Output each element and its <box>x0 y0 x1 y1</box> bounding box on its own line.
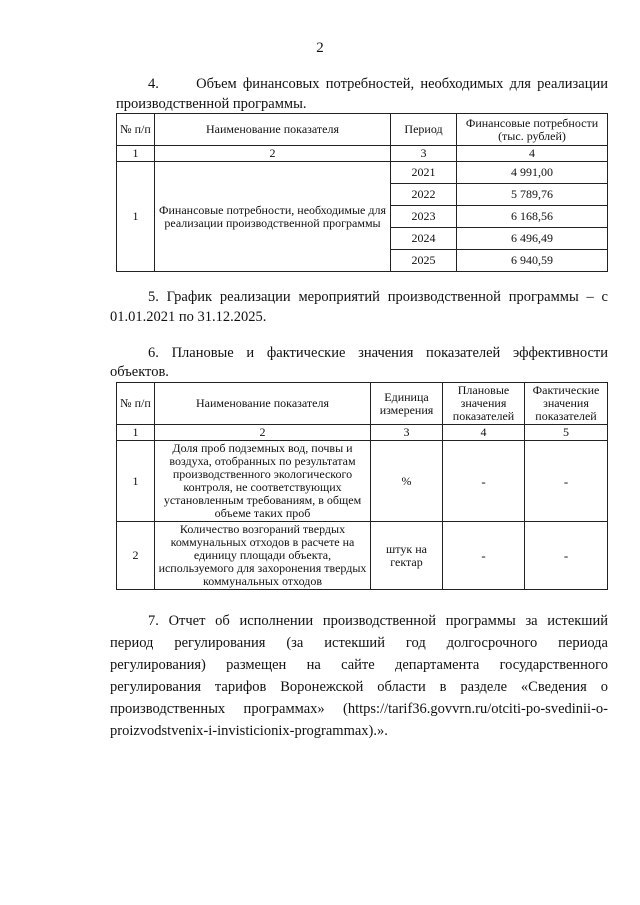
t2-row-plan: - <box>443 441 525 522</box>
t2-row-name: Количество возгораний твердых коммунальных отходов в расчете на единицу площади объекта, используемого для захоронения твердых коммунальных отходов <box>155 522 371 590</box>
t2-header-plan: Плановые значения показателей <box>443 383 525 425</box>
t2-row-num: 2 <box>117 522 155 590</box>
t1-value: 6 168,56 <box>457 206 608 228</box>
t2-row-name: Доля проб подземных вод, почвы и воздуха, отобранных по результатам производственного экологического контроля, не соответствующих установленным требованиям, в общем объеме таких проб <box>155 441 371 522</box>
t1-value: 4 991,00 <box>457 162 608 184</box>
t1-indicator: Финансовые потребности, необходимые для реализации производственной программы <box>155 162 391 272</box>
t2-row-num: 1 <box>117 441 155 522</box>
t1-value: 5 789,76 <box>457 184 608 206</box>
t1-row-num: 1 <box>117 162 155 272</box>
section4-line1: 4. Объем финансовых потребностей, необходимых для реализации <box>148 76 608 92</box>
t1-colnum: 1 <box>117 146 155 162</box>
t1-period: 2022 <box>391 184 457 206</box>
section6-line1: 6. Плановые и фактические значения показателей эффективности <box>148 345 608 361</box>
financial-needs-table <box>116 113 608 272</box>
t1-value: 6 496,49 <box>457 228 608 250</box>
section6-line2: объектов. <box>110 364 169 380</box>
t1-colnum: 2 <box>155 146 391 162</box>
section5-line1: 5. График реализации мероприятий производственной программы – с <box>148 289 608 305</box>
t1-header-period: Период <box>391 114 457 146</box>
section5-line2: 01.01.2021 по 31.12.2025. <box>110 309 267 325</box>
t1-period: 2024 <box>391 228 457 250</box>
section7-line6: proizvodstvenix-i-invisticionix-programmax).». <box>110 723 388 739</box>
t2-header-fact: Фактические значения показателей <box>525 383 608 425</box>
section7-line3: регулирования) размещен на сайте департамента государственного <box>110 657 608 673</box>
section7-line5: производственных программах» (https://tarif36.govvrn.ru/otciti-po-svedinii-o- <box>110 701 608 717</box>
t2-row-fact: - <box>525 441 608 522</box>
t2-row-fact: - <box>525 522 608 590</box>
t1-period: 2021 <box>391 162 457 184</box>
section7-line1: 7. Отчет об исполнении производственной программы за истекший <box>148 613 608 629</box>
page-number: 2 <box>316 40 324 56</box>
t2-colnum: 1 <box>117 425 155 441</box>
section7-line4: регулирования тарифов Воронежской области в разделе «Сведения о <box>110 679 608 695</box>
t1-colnum: 3 <box>391 146 457 162</box>
efficiency-indicators-table <box>116 382 608 590</box>
t1-header-num: № п/п <box>117 114 155 146</box>
t2-header-name: Наименование показателя <box>155 383 371 425</box>
t2-row-plan: - <box>443 522 525 590</box>
t2-colnum: 5 <box>525 425 608 441</box>
t2-colnum: 3 <box>371 425 443 441</box>
t1-header-needs: Финансовые потребности (тыс. рублей) <box>457 114 608 146</box>
t2-header-num: № п/п <box>117 383 155 425</box>
t1-period: 2023 <box>391 206 457 228</box>
t1-header-name: Наименование показателя <box>155 114 391 146</box>
t1-period: 2025 <box>391 250 457 272</box>
t2-colnum: 2 <box>155 425 371 441</box>
t1-colnum: 4 <box>457 146 608 162</box>
t2-header-unit: Единица измерения <box>371 383 443 425</box>
section4-line2: производственной программы. <box>116 96 307 112</box>
t2-row-unit: штук на гектар <box>371 522 443 590</box>
section7-line2: период регулирования (за истекший год долгосрочного периода <box>110 635 608 651</box>
t2-colnum: 4 <box>443 425 525 441</box>
t1-value: 6 940,59 <box>457 250 608 272</box>
t2-row-unit: % <box>371 441 443 522</box>
